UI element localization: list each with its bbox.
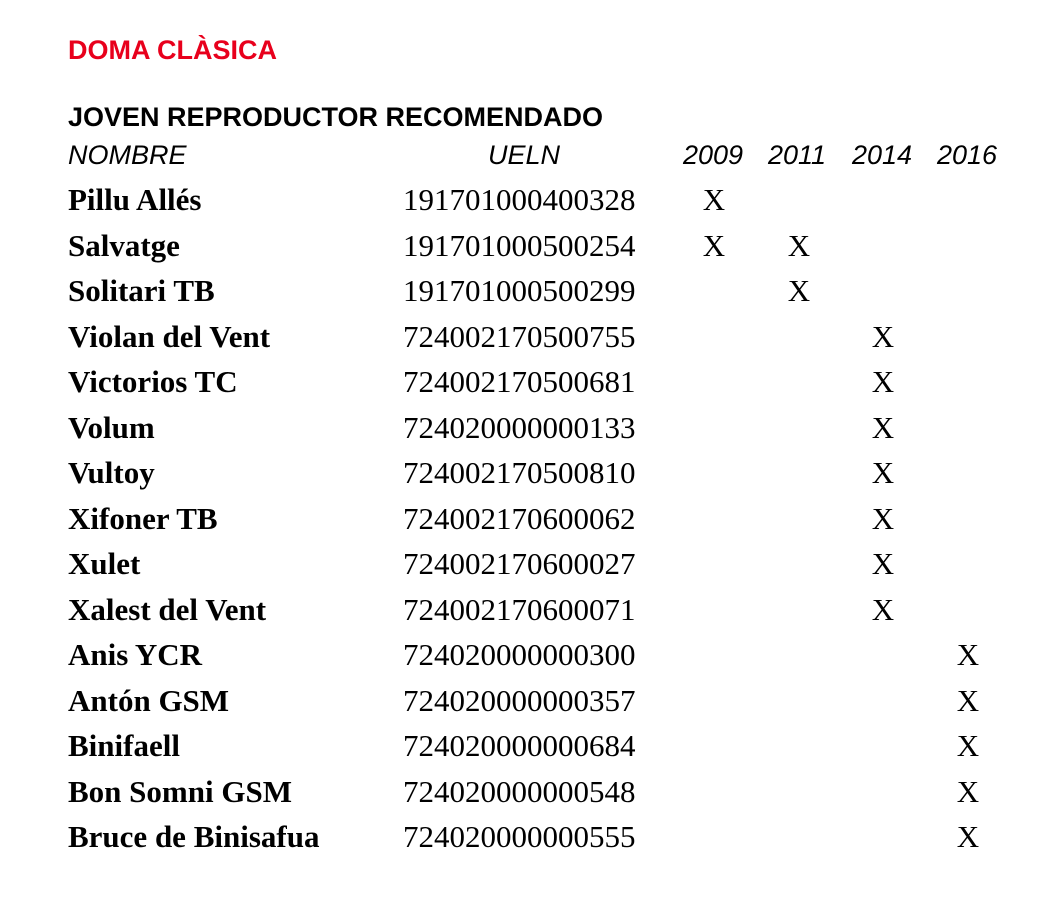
horse-ueln: 724020000000357 — [403, 682, 636, 718]
year-mark-2014: X — [871, 500, 895, 536]
year-mark-2016: X — [956, 637, 980, 672]
horse-name: Pillu Allés — [68, 182, 202, 217]
horse-name: Salvatge — [68, 227, 180, 263]
horse-name: Binifaell — [68, 728, 180, 763]
horse-ueln: 191701000400328 — [403, 182, 636, 217]
year-mark-2011: X — [787, 273, 811, 308]
table-row — [0, 360, 1046, 406]
year-mark-2014: X — [871, 455, 895, 490]
column-header-year-2014: 2014 — [852, 140, 913, 170]
horse-name: Antón GSM — [68, 682, 230, 718]
table-row — [0, 679, 1046, 725]
year-mark-2016: X — [956, 819, 980, 854]
horse-name: Vultoy — [68, 455, 155, 490]
year-mark-2014: X — [871, 409, 895, 445]
horse-name: Xulet — [68, 546, 141, 581]
column-header-name: NOMBRE — [68, 140, 187, 170]
year-mark-2014: X — [871, 364, 895, 399]
year-mark-2014: X — [871, 318, 895, 354]
horse-ueln: 724002170500810 — [403, 455, 636, 490]
year-mark-2011: X — [787, 227, 811, 263]
horse-ueln: 724020000000548 — [403, 773, 636, 809]
column-header-ueln: UELN — [488, 140, 561, 170]
horse-name: Xifoner TB — [68, 500, 218, 536]
table-row — [0, 406, 1046, 452]
year-mark-2009: X — [702, 182, 726, 217]
horse-name: Volum — [68, 409, 155, 445]
year-mark-2014: X — [871, 591, 895, 627]
list-subtitle: JOVEN REPRODUCTOR RECOMENDADO — [68, 102, 604, 132]
table-row — [0, 224, 1046, 270]
table-row — [0, 497, 1046, 543]
horse-ueln: 724002170600062 — [403, 500, 636, 536]
table-row — [0, 770, 1046, 816]
section-title: DOMA CLÀSICA — [68, 35, 277, 65]
horse-ueln: 724020000000133 — [403, 409, 636, 445]
year-mark-2016: X — [956, 682, 980, 718]
column-header-year-2016: 2016 — [937, 140, 998, 170]
horse-name: Victorios TC — [68, 364, 238, 399]
table-row — [0, 451, 1046, 497]
column-header-year-2011: 2011 — [768, 140, 827, 170]
column-header-year-2009: 2009 — [683, 140, 744, 170]
table-row — [0, 815, 1046, 861]
horse-table-body — [0, 178, 1046, 861]
horse-ueln: 724002170600027 — [403, 546, 636, 581]
horse-ueln: 724002170600071 — [403, 591, 636, 627]
year-mark-2009: X — [702, 227, 726, 263]
horse-name: Bruce de Binisafua — [68, 819, 320, 854]
horse-name: Violan del Vent — [68, 318, 271, 354]
table-row — [0, 269, 1046, 315]
horse-ueln: 191701000500299 — [403, 273, 636, 308]
table-row — [0, 315, 1046, 361]
horse-ueln: 724020000000300 — [403, 637, 636, 672]
horse-name: Anis YCR — [68, 637, 203, 672]
year-mark-2014: X — [871, 546, 895, 581]
horse-ueln: 724020000000555 — [403, 819, 636, 854]
horse-ueln: 724002170500755 — [403, 318, 636, 354]
horse-ueln: 724002170500681 — [403, 364, 636, 399]
table-row — [0, 542, 1046, 588]
table-row — [0, 724, 1046, 770]
table-row — [0, 633, 1046, 679]
horse-ueln: 724020000000684 — [403, 728, 636, 763]
horse-name: Solitari TB — [68, 273, 215, 308]
horse-name: Xalest del Vent — [68, 591, 267, 627]
year-mark-2016: X — [956, 728, 980, 763]
horse-ueln: 191701000500254 — [403, 227, 636, 263]
year-mark-2016: X — [956, 773, 980, 809]
table-row — [0, 178, 1046, 224]
horse-name: Bon Somni GSM — [68, 773, 292, 809]
table-row — [0, 588, 1046, 634]
